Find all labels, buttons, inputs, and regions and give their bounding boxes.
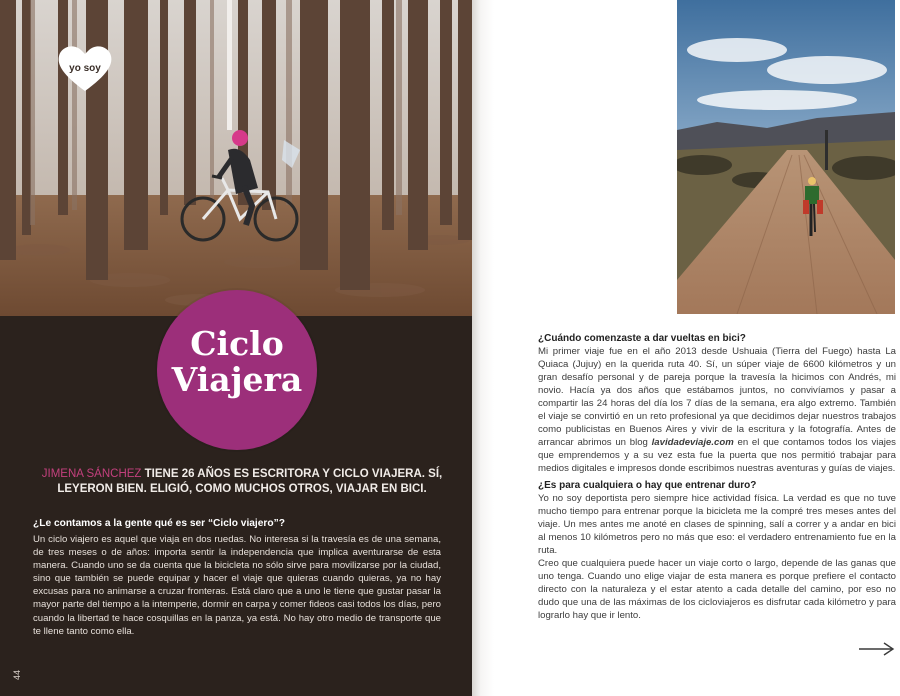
page-number: 44 xyxy=(12,669,23,681)
heart-badge xyxy=(57,43,113,93)
next-page-arrow[interactable] xyxy=(858,641,896,662)
answer-1 xyxy=(538,345,896,475)
answer-3: Creo que cualquiera puede hacer un viaje corto o largo, depende de las ganas que uno tenga. Cuando uno elige viajar de esta manera es porque prefiere el contacto directo con la naturaleza y el estar atento a cada detalle del camino, por eso no dudo que una de las máximas de los cicloviajeros es disfrutar cada kilómetro y para lograrlo hay que ir lento. xyxy=(538,558,896,621)
intro-text: TIENE 26 AÑOS ES ESCRITORA Y CICLO VIAJERA. SÍ, LEYERON BIEN. ELIGIÓ, COMO MUCHOS OTROS, VIAJAR EN BICI. xyxy=(57,468,443,495)
arrow-right-icon xyxy=(858,641,896,657)
right-column-text xyxy=(538,332,896,622)
left-answer: Un ciclo viajero es aquel que viaja en dos ruedas. No interesa si la travesía es de una semana, de tres meses o de años: importa sentir la independencia que implica aventurarse de esta manera. Cuando uno se da cuenta que la bicicleta no sólo sirve para movilizarse por la ciudad, sino que también se puede equipar y hacer el viaje que quieras cuando quieras, ya no hay excusas para no animarse a cruzar fronteras. Está claro que a uno le tiene que gustar pasar la mayor parte del tiempo a la intemperie, dormir en carpa y comer fideos casi todos los días, pero cuando la libertad te hace cosquillas en la panza, ya está. No hay otro medio de transporte que te llene tanto como ella. xyxy=(33,534,441,637)
blog-link[interactable]: lavidadeviaje.com xyxy=(651,437,734,448)
answer-1-part-2: en el que contamos todos los viajes que emprendemos y a su vez esta fue la puerta que nos permitió trabajar para medios digitales e impresos donde escribimos nuestras aventuras y guías de viajes. xyxy=(538,437,896,474)
intro-paragraph xyxy=(36,467,448,497)
badge-label: yo soy xyxy=(69,63,101,74)
answer-1-part-1: Mi primer viaje fue en el año 2013 desde Ushuaia (Tierra del Fuego) hasta La Quiaca (Jujuy) en la querida ruta 40. Sí, un súper viaje de 6600 kilómetros y un gran desafío personal y de pareja porque la travesía la hicimos con Andrés, mi novio. Hacía ya dos años que estábamos juntos, no convivíamos y pasar a compartir las 24 horas del día los 7 días de la semana, era algo extremo. También el viaje se convirtió en un reto profesional ya que decidimos dejar nuestros trabajos como publicistas en Buenos Aires y vivir de la escritura y la fotografía. Antes de arrancar abrimos un blog xyxy=(538,346,896,448)
question-2: ¿Es para cualquiera o hay que entrenar duro? xyxy=(538,480,757,491)
article-title xyxy=(157,326,317,398)
left-question: ¿Le contamos a la gente qué es ser “Ciclo viajero”? xyxy=(33,518,285,529)
forest-cyclist-photo xyxy=(0,0,472,316)
title-line-1: Ciclo xyxy=(190,324,284,363)
page-gutter xyxy=(472,0,494,696)
question-1: ¿Cuándo comenzaste a dar vueltas en bici? xyxy=(538,333,746,344)
intro-name: JIMENA SÁNCHEZ xyxy=(41,468,142,480)
title-line-2: Viajera xyxy=(171,360,303,399)
road-cyclist-photo xyxy=(677,0,895,314)
answer-2: Yo no soy deportista pero siempre hice actividad física. La verdad es que no tuve mucho tiempo para entrenar porque la bicicleta me la compré tres meses antes del viaje. Un mes antes me anoté en clases de spinning, salí a correr y a andar en bici al menos 10 kilómetros pero no más que eso: el verdadero entrenamiento fue en la ruta. xyxy=(538,493,896,556)
title-circle xyxy=(157,290,317,450)
